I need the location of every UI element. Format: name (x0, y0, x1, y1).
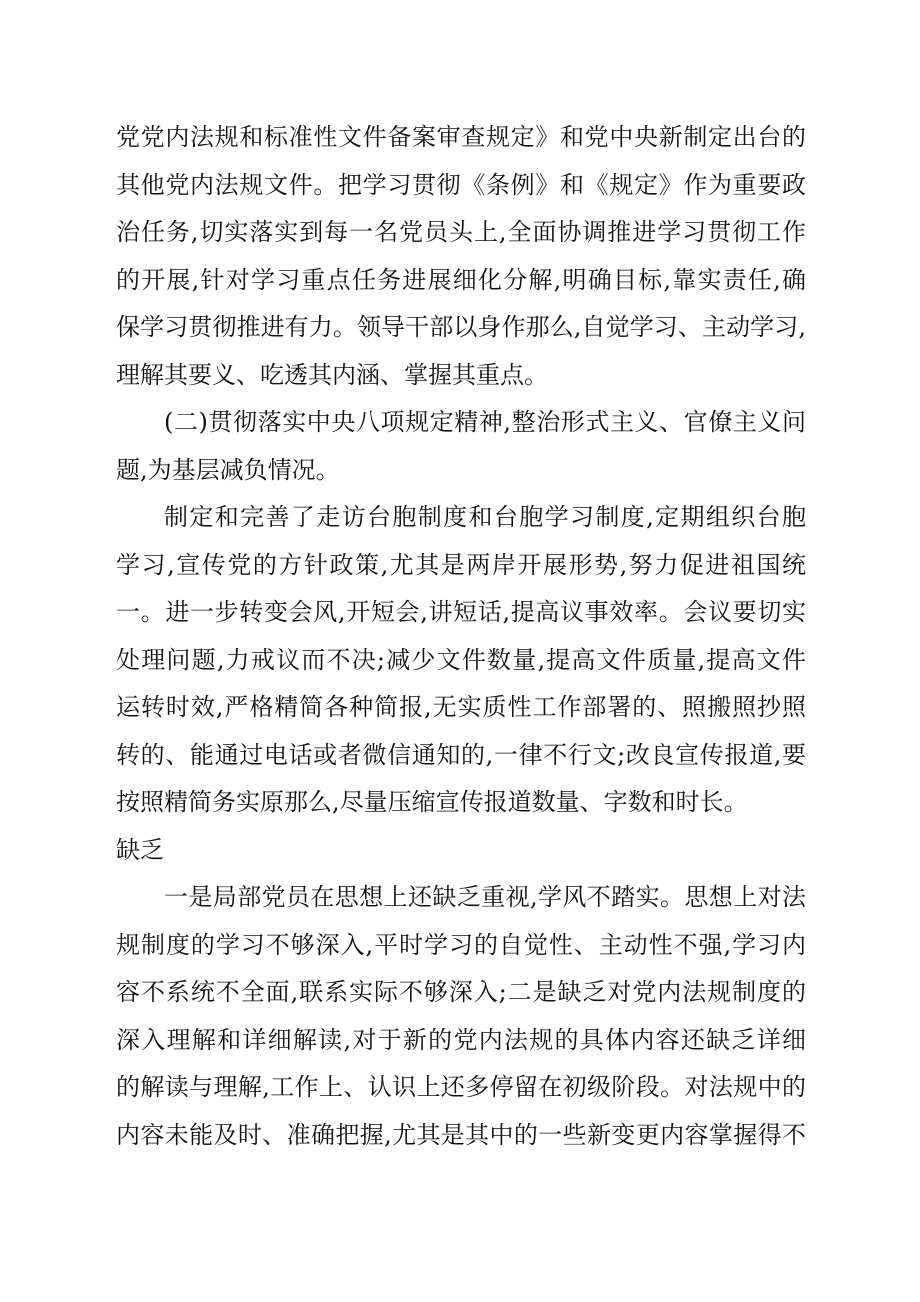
text-line: 理解其要义、吃透其内涵、掌握其重点。 (116, 360, 548, 389)
text-line: 运转时效,严格精简各种简报,无实质性工作部署的、照搬照抄照 (116, 693, 806, 721)
text-line: 缺乏 (116, 835, 164, 864)
text-line: 深入理解和详细解读,对于新的党内法规的具体内容还缺乏详细 (116, 1025, 806, 1054)
text-line: 治任务,切实落实到每一名党员头上,全面协调推进学习贯彻工作 (116, 218, 806, 246)
text-line: 一是局部党员在思想上还缺乏重视,学风不踏实。思想上对法 (164, 883, 806, 911)
text-line: 一。进一步转变会风,开短会,讲短话,提高议事效率。会议要切实 (116, 598, 806, 626)
text-line: 按照精简务实原那么,尽量压缩宣传报道数量、字数和时长。 (116, 788, 748, 816)
paragraph-2-section-heading (116, 399, 806, 494)
text-line: 容不系统不全面,联系实际不够深入;二是缺乏对党内法规制度的 (116, 978, 806, 1006)
paragraph-3 (116, 494, 806, 827)
text-line: 学习,宣传党的方针政策,尤其是两岸开展形势,努力促进祖国统 (116, 550, 806, 579)
text-line: 处理问题,力戒议而不决;减少文件数量,提高文件质量,提高文件 (116, 645, 806, 674)
text-line: 规制度的学习不够深入,平时学习的自觉性、主动性不强,学习内 (116, 930, 806, 959)
paragraph-5 (116, 874, 806, 1159)
text-line: 党党内法规和标准性文件备案审查规定》和党中央新制定出台的 (116, 123, 806, 151)
text-line: (二)贯彻落实中央八项规定精神,整治形式主义、官僚主义问 (164, 408, 806, 436)
text-line: 题,为基层减负情况。 (116, 455, 340, 484)
paragraph-1 (116, 114, 806, 399)
text-line: 转的、能通过电话或者微信通知的,一律不行文;改良宣传报道,要 (116, 740, 806, 769)
paragraph-4-heading (116, 827, 806, 875)
text-line: 的开展,针对学习重点任务进展细化分解,明确目标,靠实责任,确 (116, 265, 806, 294)
text-line: 制定和完善了走访台胞制度和台胞学习制度,定期组织台胞 (164, 503, 806, 531)
text-line: 保学习贯彻推进有力。领导干部以身作那么,自觉学习、主动学习, (116, 313, 806, 341)
text-line: 其他党内法规文件。把学习贯彻《条例》和《规定》作为重要政 (116, 170, 806, 199)
document-body (116, 114, 806, 1159)
text-line: 内容未能及时、准确把握,尤其是其中的一些新变更内容掌握得不 (116, 1120, 806, 1149)
text-line: 的解读与理解,工作上、认识上还多停留在初级阶段。对法规中的 (116, 1073, 806, 1101)
